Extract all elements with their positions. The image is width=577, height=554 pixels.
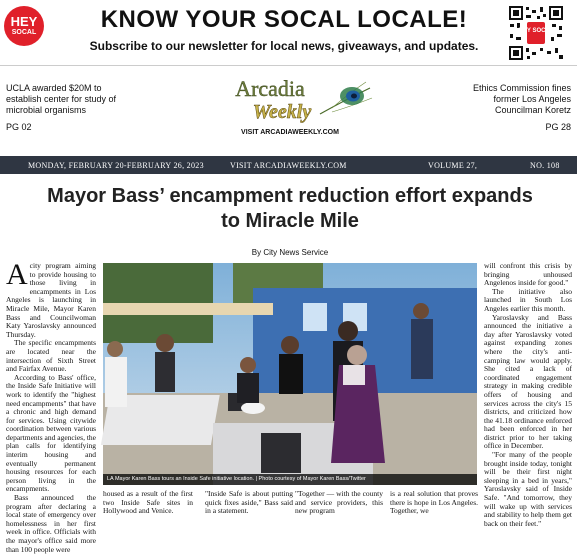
article-column-right — [484, 262, 572, 528]
col1-paragraph-4: Bass announced the program after declaring a local state of emergency over homelessness in her first week in office. Officials with the mayor's office said more than 100 people were — [6, 493, 96, 554]
article-photo[interactable] — [103, 263, 477, 485]
issue-date: MONDAY, FEBRUARY 20-FEBRUARY 26, 2023 — [28, 161, 204, 170]
col1-paragraph-2: The specific encampments are located near the intersection of Sixth Street and Fairfax Avenue. — [6, 338, 96, 374]
article-headline: Mayor Bass’ encampment reduction effort expands to Miracle Mile — [47, 185, 533, 232]
right-teaser-text: Ethics Commission fines former Los Angeles Councilman Koretz — [472, 83, 571, 115]
qr-code-icon[interactable] — [507, 4, 565, 62]
right-teaser-page: PG 28 — [545, 122, 571, 132]
col1-paragraph-1: Acity program aiming to provide housing to those living in encampments in Los Angeles is launching in Miracle Mile, Mayor Karen Bass and Councilwoman Katy Yaroslavsky announced Thursday. — [6, 258, 96, 339]
left-teaser-page: PG 02 — [6, 122, 32, 132]
bottom-text-3: "Together — with the county and service providers, this new program — [295, 489, 383, 516]
colr-paragraph-1: will confront this crisis by bringing unhoused Angelenos inside for good." — [484, 261, 572, 288]
bottom-text-2: "Inside Safe is about putting quick fixes aside," Bass said in a statement. — [205, 489, 293, 516]
website-link[interactable]: VISIT ARCADIAWEEKLY.COM — [241, 129, 339, 136]
banner-subtitle: Subscribe to our newsletter for local news, giveaways, and updates. — [89, 39, 479, 53]
newsletter-banner[interactable] — [0, 0, 577, 66]
issue-number: NO. 108 — [530, 161, 560, 170]
logo-arcadia-text: Arcadia — [235, 76, 305, 101]
photo-caption: LA Mayor Karen Bass tours an Inside Safe initiative location. | Photo courtesy of Mayor Karen Bass/Twitter — [103, 474, 477, 485]
article-column-left — [6, 258, 96, 554]
arcadia-weekly-logo[interactable] — [220, 72, 380, 128]
dateline-bar — [0, 156, 577, 174]
peacock-feather-icon — [320, 82, 372, 114]
dropcap: A — [6, 258, 28, 291]
article-byline: By City News Service — [251, 248, 329, 257]
socal-logo-text: SOCAL — [11, 29, 37, 36]
bottom-text-4: is a real solution that proves there is hope in Los Angeles. Together, we — [390, 489, 478, 516]
colr-paragraph-4: "For many of the people brought inside today, tonight will be their first night sleeping in a bed in years," Yaroslavsky said of Inside Safe. "And tomorrow, they will wake up with services and stability to help them get back on their feet." — [484, 450, 572, 528]
dateline-site-link[interactable]: VISIT ARCADIAWEEKLY.COM — [230, 161, 347, 170]
colr-paragraph-2: The initiative also launched in South Los Angeles earlier this month. — [484, 286, 572, 313]
issue-volume: VOLUME 27, — [428, 161, 478, 170]
banner-title: KNOW YOUR SOCAL LOCALE! — [100, 6, 468, 33]
logo-weekly-text: Weekly — [252, 101, 312, 123]
hey-logo-text: HEY — [10, 14, 38, 29]
right-teaser[interactable] — [461, 83, 571, 133]
bottom-text-1: housed as a result of the first two Inside Safe sites in Hollywood and Venice. — [103, 489, 193, 516]
colr-paragraph-3: Yaroslavsky and Bass announced the initiative a day after Yaroslavsky voted against expanding zones where the city's anti-camping law would apply. She cited a lack of coordinated engagement strategy in making credible offers of housing and services across the city's 15 districts, and criticized how the 41.18 ordinance enforced had been enforced in her district prior to her taking office in December. — [484, 312, 572, 451]
col1-paragraph-3: According to Bass' office, the Inside Safe Initiative will work to identify the "highest need encampments" that have a chronic and high demand for services. Using citywide coordination between various departments and agencies, the plan calls for identifying interim housing and eventually permanent housing resources for each person living in the encampments. — [6, 372, 96, 494]
qr-label: HEY SOCAL — [518, 28, 554, 34]
hey-socal-logo[interactable] — [4, 6, 44, 46]
left-teaser[interactable] — [6, 83, 126, 133]
left-teaser-text: UCLA awarded $20M to establish center for study of microbial organisms — [6, 83, 117, 115]
